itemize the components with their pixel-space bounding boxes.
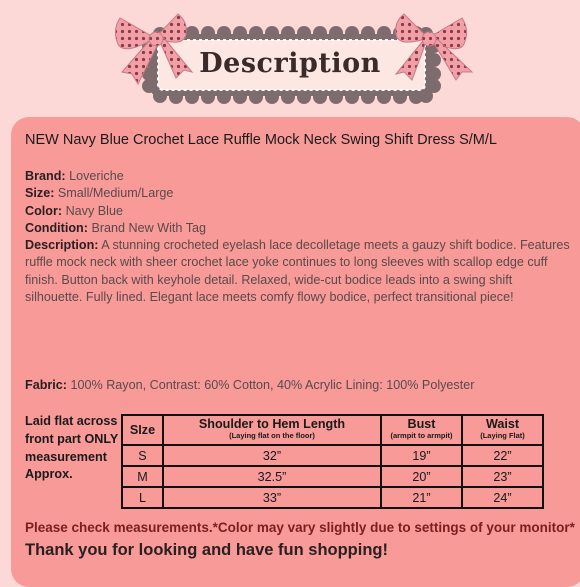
header-length (163, 415, 381, 445)
cell: M (122, 466, 163, 487)
header-title: Shoulder to Hem Length (198, 417, 346, 431)
description-text: A stunning crocheted eyelash lace decolletage meets a gauzy shift bodice. Features ruffle mock neck with sheer crochet lace yoke continues to long sleeves with scallop edge cuff finish. Button back with keyhole detail. Relaxed, wide-cut bodice leads into a swing shift silhouette. Fully lined. Elegant lace meets comfy flowy bodice, perfect transitional piece! (25, 238, 570, 305)
cell: 24” (462, 487, 543, 508)
cell: 32” (163, 445, 381, 466)
cell: 22” (462, 445, 543, 466)
detail-value: Navy Blue (65, 203, 123, 218)
header-title: SIze (129, 423, 156, 437)
cell: 20” (381, 466, 462, 487)
laid-flat-note: Laid flat across front part ONLY measurement Approx. (25, 414, 119, 482)
detail-label: Color: (25, 203, 63, 218)
cell: S (122, 445, 163, 466)
cell: 23” (462, 466, 543, 487)
detail-label: Condition: (25, 220, 88, 235)
table-row (122, 445, 543, 466)
detail-condition (25, 220, 570, 237)
detail-value: Small/Medium/Large (57, 186, 174, 201)
detail-description (25, 237, 570, 306)
detail-color (25, 203, 570, 220)
product-title: NEW Navy Blue Crochet Lace Ruffle Mock Neck Swing Shift Dress S/M/L (25, 132, 497, 148)
header-sub: (armpit to armpit) (390, 431, 453, 440)
cell: 33” (163, 487, 381, 508)
header-title: Bust (407, 417, 436, 431)
header-title: Waist (485, 417, 520, 431)
thanks-message: Thank you for looking and have fun shopping! (25, 541, 388, 559)
header-waist (462, 415, 543, 445)
cell: 19” (381, 445, 462, 466)
detail-value: Brand New With Tag (91, 220, 207, 235)
fabric-value: 100% Rayon, Contrast: 60% Cotton, 40% Acrylic Lining: 100% Polyester (70, 378, 475, 392)
table-row (122, 487, 543, 508)
header-sub: (Laying Flat) (480, 431, 525, 440)
detail-label: Brand: (25, 169, 66, 183)
header-size (122, 415, 163, 445)
description-banner (0, 0, 580, 112)
cell: 32.5” (163, 466, 381, 487)
cell: 21” (381, 487, 462, 508)
fabric-line (25, 378, 474, 392)
detail-size (25, 185, 570, 202)
detail-brand (25, 168, 570, 185)
measurement-table (121, 414, 544, 509)
detail-label: Size: (25, 186, 55, 201)
fabric-label: Fabric: (25, 378, 67, 392)
product-details (25, 168, 570, 306)
check-measurements-note: Please check measurements.*Color may vary slightly due to settings of your monitor* (25, 520, 575, 535)
detail-value: Loveriche (69, 169, 124, 183)
cell: L (122, 487, 163, 508)
table-row (122, 466, 543, 487)
header-sub: (Laying flat on the floor) (229, 431, 315, 440)
header-bust (381, 415, 462, 445)
description-label: Description: (25, 238, 99, 253)
table-header-row (122, 415, 543, 445)
banner-title: Description (199, 48, 381, 79)
